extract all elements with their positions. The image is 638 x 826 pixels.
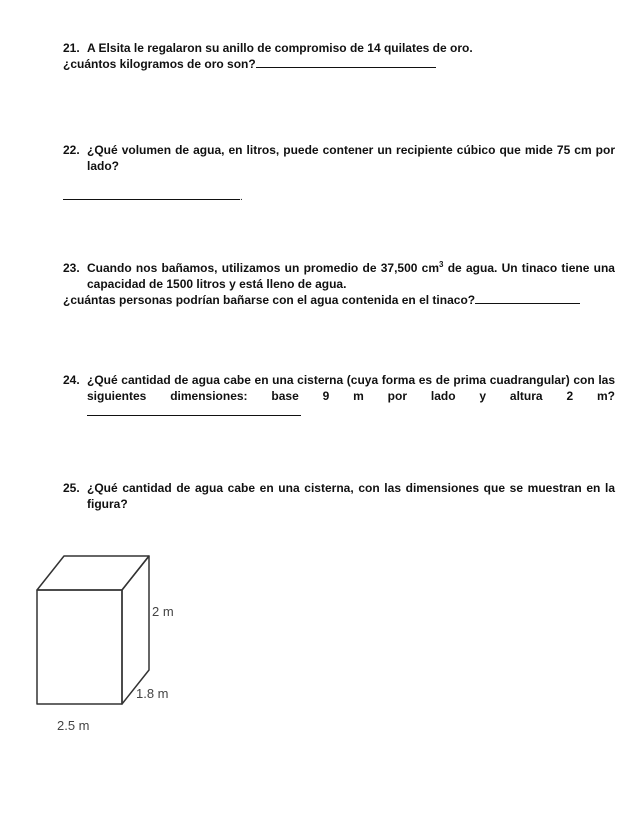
question-text: ¿cuántas personas podrían bañarse con el agua contenida en el tinaco? [63,293,476,307]
question-23 [63,260,615,308]
question-number: 22. [63,143,80,157]
question-number: 24. [63,373,80,387]
prism-side-face [122,556,149,704]
superscript-3: 3 [439,260,444,269]
question-21 [63,40,615,72]
question-text: ¿cuántos kilogramos de oro son? [63,57,256,71]
answer-line-end: . [240,192,243,203]
height-label: 2 m [152,604,174,619]
question-text: ¿Qué cantidad de agua cabe en una cisterna, con las dimensiones que se muestran en la figura? [87,481,615,511]
question-25 [63,480,615,512]
question-number: 21. [63,41,80,55]
answer-blank[interactable] [63,190,240,200]
question-number: 25. [63,481,80,495]
question-24 [63,372,615,420]
width-label: 2.5 m [57,718,90,733]
question-text: A Elsita le regalaron su anillo de compromiso de 14 quilates de oro. [87,41,473,55]
prism-front-face [37,590,122,704]
question-text: ¿Qué cantidad de agua cabe en una cisterna (cuya forma es de prima cuadrangular) con las siguientes dimensiones: base 9 m por lado y altura 2 m? [87,372,615,420]
answer-line-22 [63,190,243,204]
answer-blank[interactable] [475,292,580,304]
answer-blank[interactable] [87,404,301,416]
prism-figure [28,548,228,748]
depth-label: 1.8 m [136,686,169,701]
answer-blank[interactable] [256,56,436,68]
question-22 [63,142,615,174]
question-text: ¿Qué volumen de agua, en litros, puede contener un recipiente cúbico que mide 75 cm por lado? [87,143,615,173]
prism-top-face [37,556,149,590]
question-number: 23. [63,261,80,275]
question-text: Cuando nos bañamos, utilizamos un promedio de 37,500 $cm^3$ de agua. Un tinaco tiene una capacidad de 1500 litros y está lleno de agua. [87,260,615,291]
